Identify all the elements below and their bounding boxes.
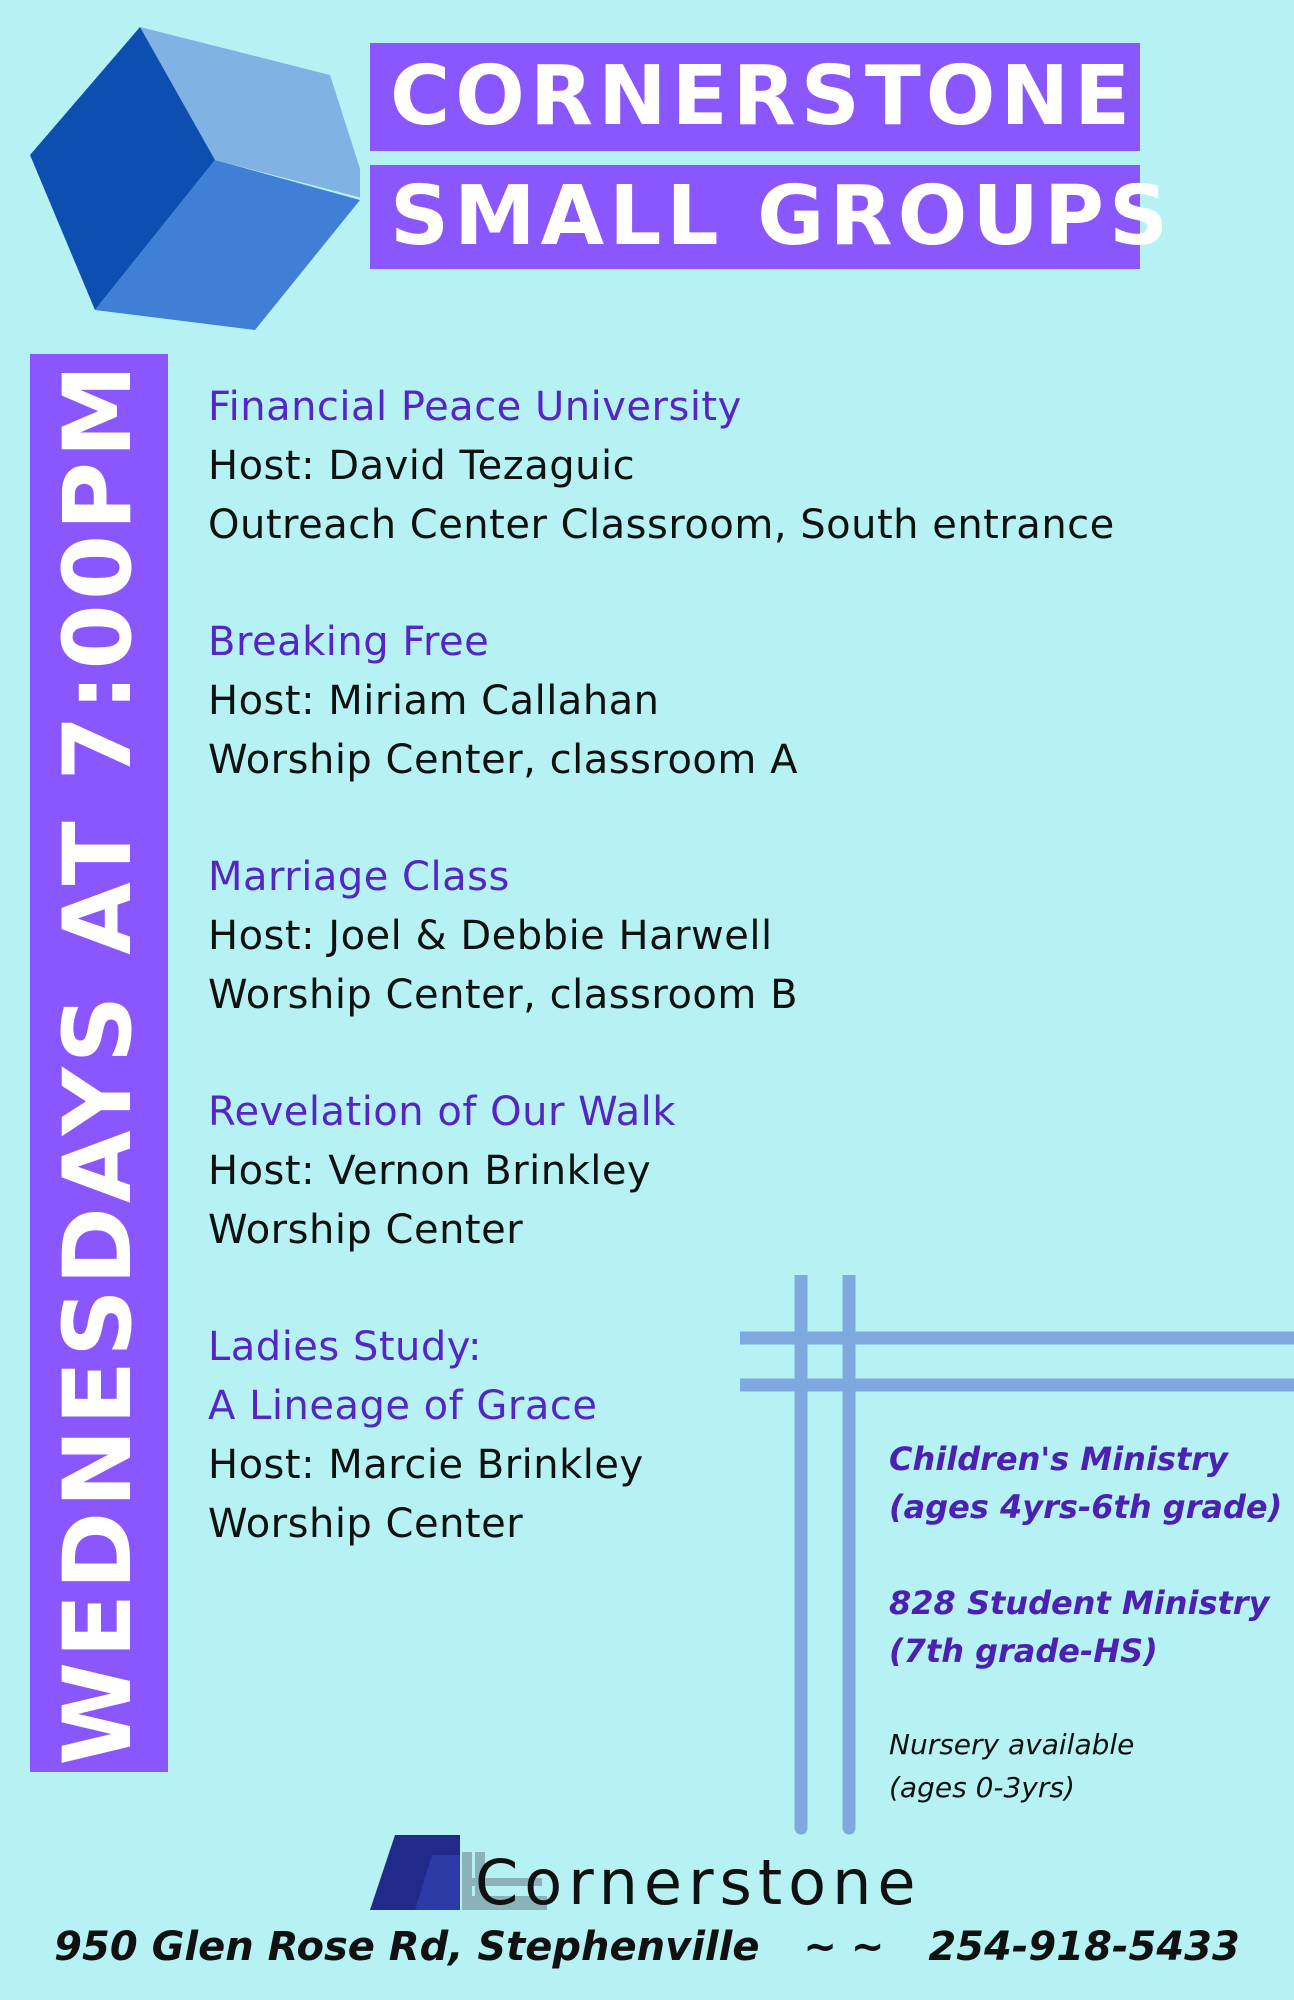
cube-icon (30, 25, 360, 335)
group-location: Worship Center (208, 1207, 524, 1253)
group-host: Host: Joel & Debbie Harwell (208, 913, 773, 959)
student-ministry-ages: (7th grade-HS) (889, 1632, 1158, 1670)
group-name: Revelation of Our Walk (208, 1089, 676, 1135)
footer-contact (0, 1924, 1294, 1970)
childrens-ministry-ages: (ages 4yrs-6th grade) (889, 1488, 1283, 1526)
separator: ~ ~ (803, 1924, 885, 1970)
group-item (208, 848, 1188, 1025)
group-location: Worship Center, classroom B (208, 972, 799, 1018)
student-ministry-title: 828 Student Ministry (889, 1584, 1270, 1622)
group-name: Marriage Class (208, 854, 510, 900)
logo-wordmark: Cornerstone (475, 1846, 922, 1919)
group-location: Worship Center (208, 1501, 524, 1547)
group-name: Breaking Free (208, 619, 490, 665)
schedule-text: WEDNESDAYS AT 7:00PM (44, 360, 153, 1766)
group-location: Outreach Center Classroom, South entrance (208, 502, 1115, 548)
group-host: Host: David Tezaguic (208, 443, 636, 489)
nursery-title: Nursery available (889, 1728, 1135, 1761)
ministry-info (889, 1435, 1289, 1809)
childrens-ministry-title: Children's Ministry (889, 1440, 1228, 1478)
group-item (208, 613, 1188, 790)
phone-number[interactable]: 254-918-5433 (928, 1924, 1240, 1970)
group-item (208, 1083, 1188, 1260)
group-location: Worship Center, classroom A (208, 737, 798, 783)
group-host: Host: Marcie Brinkley (208, 1442, 644, 1488)
group-name-cont: A Lineage of Grace (208, 1383, 598, 1429)
title-line-1: CORNERSTONE (370, 43, 1140, 151)
nursery-ages: (ages 0-3yrs) (889, 1771, 1075, 1804)
group-name: Ladies Study: (208, 1324, 483, 1370)
group-host: Host: Miriam Callahan (208, 678, 660, 724)
group-item (208, 378, 1188, 555)
group-name: Financial Peace University (208, 384, 742, 430)
address: 950 Glen Rose Rd, Stephenville (54, 1924, 760, 1970)
group-host: Host: Vernon Brinkley (208, 1148, 652, 1194)
title-line-2: SMALL GROUPS (370, 165, 1140, 269)
